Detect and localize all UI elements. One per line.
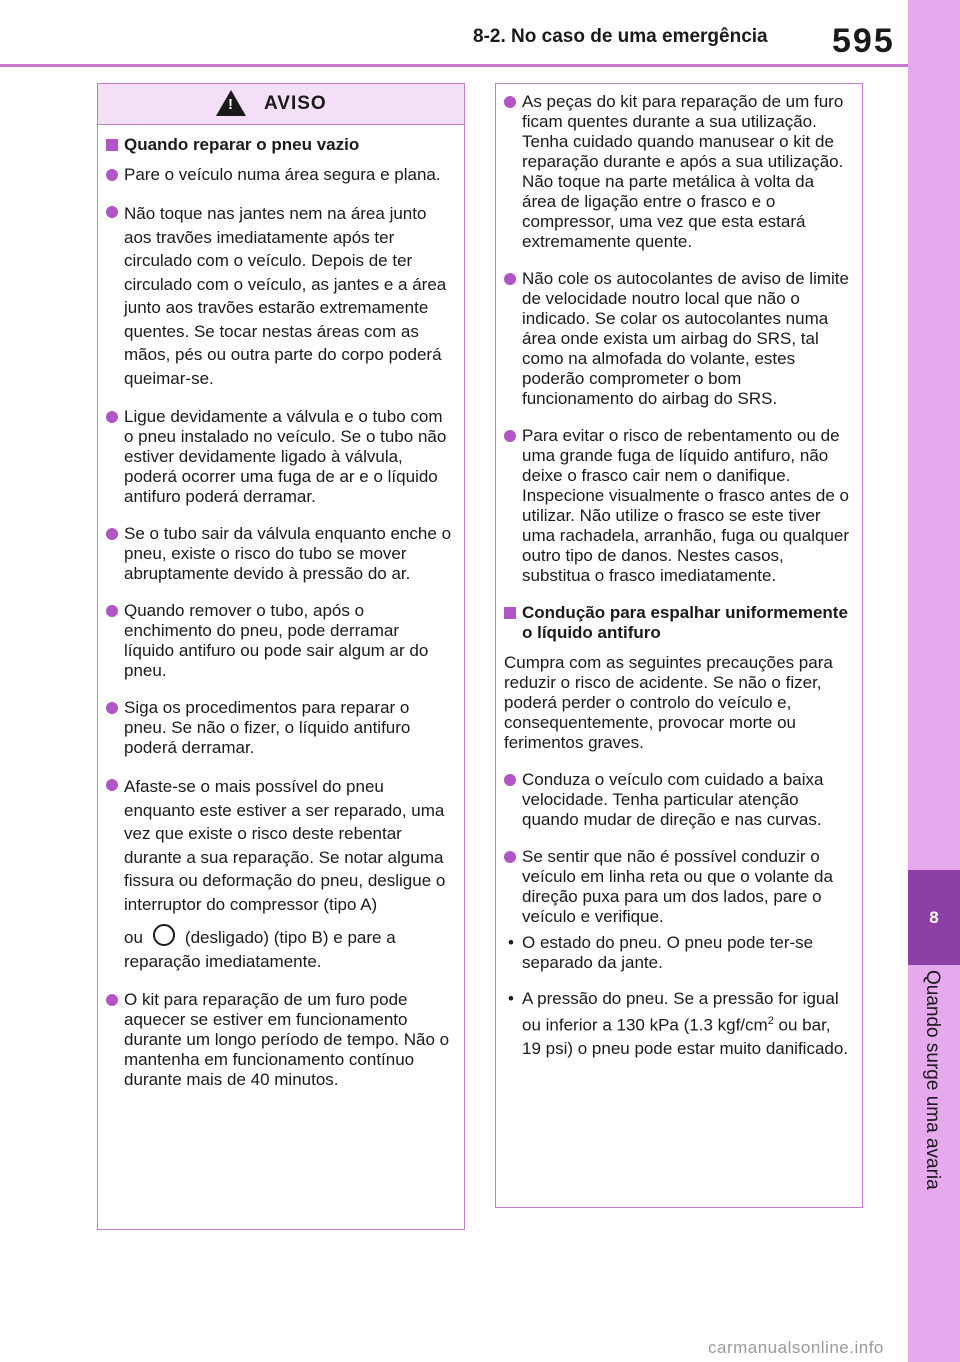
header-rule: [0, 64, 908, 67]
compressor-type-b-line: [124, 924, 452, 973]
warning-bullet: Não toque nas jantes nem na área junto aos travões imediatamente após ter circulado com o veículo. Depois de ter circulado com o veículo, as jantes e a área junto aos travões estarão extremamente quentes. Se tocar nestas áreas com as mãos, pés ou outra parte do corpo poderá queimar-se.: [106, 202, 452, 390]
chapter-side-tab: [908, 0, 960, 1362]
warning-bullet: O kit para reparação de um furo pode aquecer se estiver em funcionamento durante um longo período de tempo. Não o mantenha em funcionamento contínuo durante mais de 40 minutos.: [106, 990, 452, 1090]
chapter-title: Quando surge uma avaria: [922, 970, 943, 1190]
warning-bullet: Pare o veículo numa área segura e plana.: [106, 165, 452, 185]
warning-bullet: Não cole os autocolantes de aviso de limite de velocidade noutro local que não o indicado. Se colar os autocolantes numa área onde exista um airbag do SRS, tal como na almofada do volante, estes poderão comprometer o bom funcionamento do airbag do SRS.: [504, 269, 850, 409]
warning-title: AVISO: [264, 93, 327, 114]
chapter-number: 8: [908, 870, 960, 965]
warning-panel-continued: [495, 83, 863, 1208]
check-item: • O estado do pneu. O pneu pode ter-se separado da jante.: [504, 933, 850, 973]
section-heading: Quando reparar o pneu vazio: [106, 135, 452, 155]
warning-bullet: Conduza o veículo com cuidado a baixa velocidade. Tenha particular atenção quando mudar de direção e nas curvas.: [504, 770, 850, 830]
warning-bullet: Se sentir que não é possível conduzir o veículo em linha reta ou que o volante da direção puxa para um dos lados, pare o veículo e verifique.: [504, 847, 850, 927]
power-off-icon: [153, 924, 175, 946]
warning-bullet-compressor: [106, 775, 452, 973]
or-text: ou: [124, 928, 143, 947]
warning-triangle-icon: !: [216, 90, 246, 116]
warning-bullet: As peças do kit para reparação de um furo ficam quentes durante a sua utilização. Tenha cuidado quando manusear o kit de reparação durante e após a sua utilização. Não toque na parte metálica à volta da área de ligação entre o frasco e o compressor, uma vez que esta estará extremamente quente.: [504, 92, 850, 252]
driving-intro: Cumpra com as seguintes precauções para reduzir o risco de acidente. Se não o fizer, poderá perder o controlo do veículo e, consequentemente, provocar morte ou ferimentos graves.: [504, 653, 833, 752]
compressor-type-a-text: Afaste-se o mais possível do pneu enquanto este estiver a ser reparado, uma vez que existe o risco deste rebentar durante a sua reparação. Se notar alguma fissura ou deformação do pneu, desligue o interruptor do compressor (tipo A): [124, 777, 446, 914]
warning-header: [98, 84, 464, 125]
warning-panel: [97, 83, 465, 1230]
warning-content: [98, 125, 464, 1090]
warning-content-continued: [496, 84, 862, 1060]
check-item-pressure: • A pressão do pneu. Se a pressão for igual ou inferior a 130 kPa (1.3 kgf/$cm^2$ ou bar, 19 psi) o pneu pode estar muito danificado.: [504, 987, 850, 1060]
warning-bullet: Ligue devidamente a válvula e o tubo com o pneu instalado no veículo. Se o tubo não estiver devidamente ligado à válvula, poderá ocorrer uma fuga de ar e o líquido antifuro poderá derramar.: [106, 407, 452, 507]
compressor-type-b-text: (desligado) (tipo B) e pare a reparação imediatamente.: [124, 928, 396, 971]
section-title: 8-2. No caso de uma emergência: [473, 26, 768, 47]
warning-bullet: Para evitar o risco de rebentamento ou de uma grande fuga de líquido antifuro, não deixe o frasco cair nem o danifique. Inspecione visualmente o frasco antes de o utilizar. Não utilize o frasco se este tiver uma rachadela, arranhão, fuga ou qualquer outro tipo de danos. Nestes casos, substitua o frasco imediatamente.: [504, 426, 850, 586]
section-heading: Condução para espalhar uniformemente o líquido antifuro: [504, 603, 850, 643]
page-number: 595: [832, 22, 895, 60]
warning-bullet: Quando remover o tubo, após o enchimento do pneu, pode derramar líquido antifuro ou pode sair algum ar do pneu.: [106, 601, 452, 681]
warning-bullet: Siga os procedimentos para reparar o pneu. Se não o fizer, o líquido antifuro poderá derramar.: [106, 698, 452, 758]
warning-bullet: Se o tubo sair da válvula enquanto enche o pneu, existe o risco do tubo se mover abruptamente devido à pressão do ar.: [106, 524, 452, 584]
site-watermark: carmanualsonline.info: [708, 1338, 884, 1357]
